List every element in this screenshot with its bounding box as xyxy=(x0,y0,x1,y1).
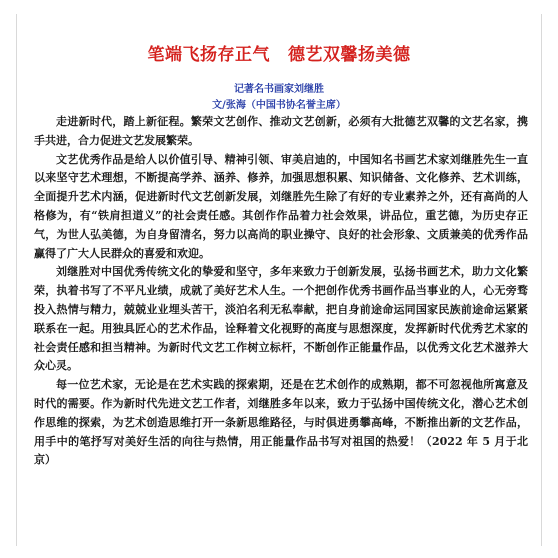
article-subtitle: 记著名书画家刘继胜 xyxy=(234,84,324,95)
title-part-2: 德艺双馨扬美德 xyxy=(288,45,411,65)
paragraph: 文艺优秀作品是给人以价值引导、精神引领、审美启迪的，中国知名书画艺术家刘继胜先生一直以来坚守艺术理想，不断提高学养、涵养、修养，加强思想积累、知识储备、文化修养、艺术训练，全面提升艺术内涵，促进新时代文艺创新发展，刘继胜先生除了有好的专业素养之外，还有高尚的人格修为，有“铁肩担道义”的社会责任感。其创作作品着力社会效果，讲品位，重艺德，为历史存正气，为世人弘美德，为自身留清名，努力以高尚的职业操守、良好的社会形象、文质兼美的优秀作品赢得了广大人民群众的喜爱和欢迎。 xyxy=(34,152,528,260)
article-body xyxy=(34,113,528,470)
title-part-1: 笔端飞扬存正气 xyxy=(147,45,270,65)
article-author: 文/张海（中国书协名誉主席） xyxy=(212,100,346,111)
paragraph: 每一位艺术家，无论是在艺术实践的探索期，还是在艺术创作的成熟期，都不可忽视他所寓意及时代的需要。作为新时代先进文艺工作者，刘继胜多年以来，致力于弘扬中国传统文化，潜心艺术创作思维的探索，为艺术创造思维打开一条新思维路径，与时俱进勇攀高峰，不断推出新的文艺作品，用手中的笔抒写对美好生活的向往与热情，用正能量作品书写对祖国的热爱！（2022 年 5 月于北京） xyxy=(34,378,528,467)
paragraph: 走进新时代，踏上新征程。繁荣文艺创作、推动文艺创新，必须有大批德艺双馨的文艺名家，携手共进，合力促进文艺发展繁荣。 xyxy=(34,115,528,147)
article-title xyxy=(0,40,558,65)
paragraph: 刘继胜对中国优秀传统文化的挚爱和坚守，多年来致力于创新发展，弘扬书画艺术，助力文化繁荣，执着书写了不平凡业绩，成就了美好艺术人生。一个把创作优秀书画作品当事业的人，心无旁骛投入热情与精力，兢兢业业埋头苦干，淡泊名利无私奉献，把自身前途命运同国家民族前途命运紧紧联系在一起。用独具匠心的艺术作品，诠释着文化视野的高度与思想深度，发挥新时代优秀艺术家的社会责任感和担当精神。为新时代文艺工作树立标杆，不断创作正能量作品，以优秀文化艺术滋养大众心灵。 xyxy=(34,265,528,373)
